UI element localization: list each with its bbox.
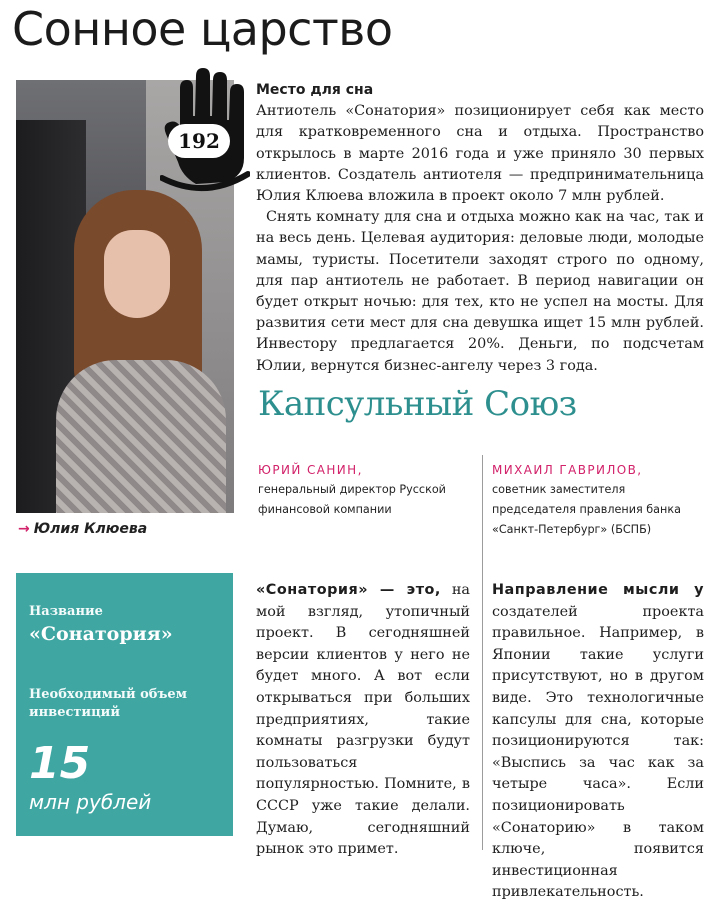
expert-2-opinion	[492, 580, 704, 904]
column-divider	[482, 455, 483, 850]
intro-subheading: Место для сна	[256, 82, 374, 98]
expert-1-name: ЮРИЙ САНИН,	[258, 463, 363, 477]
info-investment-amount: 15	[29, 738, 91, 789]
arrow-right-icon: →	[18, 521, 30, 537]
intro-paragraph-1: Антиотель «Сонатория» позиционирует себя как место для кратковременного сна и отдыха. Пространство открылось в марте 2016 года и уже приняло 30 первых клиентов. Создатель антиотеля — предпринимательница Юлия Клюева вложила в проект около 7 млн рублей.	[256, 103, 704, 205]
intro-paragraph-2: Снять комнату для сна и отдыха можно как на час, так и на весь день. Целевая аудитория: деловые люди, молодые мамы, туристы. Посетители заходят строго по одному, для пар антиотель не работает. В период навигации он будет открыт ночью: для тех, кто не успел на мосты. Для развития сети мест для сна девушка ищет 15 млн рублей. Инвестору предлагается 20%. Деньги, по подсчетам Юлии, вернутся бизнес-ангелу через 3 года.	[256, 209, 704, 374]
page-headline: Сонное царство	[12, 2, 393, 56]
expert-1-opinion	[256, 580, 470, 861]
info-name-label: Название	[29, 604, 103, 619]
photo-caption	[18, 521, 147, 537]
expert-1-opinion-text: на мой взгляд, утопичный проект. В сегодняшней версии клиентов у него не будет много. А вот если открываться при больших предприятиях, такие комнаты разгрузки будут пользоваться популярностью. Помните, в СССР уже такие делали. Думаю, сегодняшний рынок это примет.	[256, 582, 470, 858]
expert-1-byline	[258, 463, 478, 520]
expert-1-opinion-lead: «Сонатория» — это,	[256, 582, 441, 598]
expert-1-role: генеральный директор Русской финансовой компании	[258, 483, 446, 516]
info-name-value: «Сонатория»	[29, 623, 173, 645]
expert-2-opinion-lead: Направление мысли у	[492, 582, 704, 598]
section-title: Капсульный Союз	[258, 384, 577, 424]
info-investment-unit: млн рублей	[29, 790, 152, 814]
photo-caption-text: Юлия Клюева	[33, 521, 148, 537]
photo-face	[104, 230, 170, 318]
expert-2-byline	[492, 463, 712, 540]
intro-article	[256, 80, 704, 377]
issue-number-badge: 192	[168, 124, 230, 158]
expert-2-name: МИХАИЛ ГАВРИЛОВ,	[492, 463, 643, 477]
project-info-box	[16, 573, 233, 836]
info-investment-label: Необходимый объем инвестиций	[29, 687, 187, 720]
expert-2-opinion-text: создателей проекта правильное. Например, в Японии такие услуги присутствуют, но в другом виде. Это технологичные капсулы для сна, которые позиционируются так: «Выспись за час как за четыре часа». Если позиционировать «Сонаторию» в таком ключе, появится инвестиционная привлекательность.	[492, 603, 704, 901]
photo-blouse	[56, 360, 226, 513]
expert-2-role: советник заместителя председателя правления банка «Санкт-Петербург» (БСПБ)	[492, 483, 681, 536]
